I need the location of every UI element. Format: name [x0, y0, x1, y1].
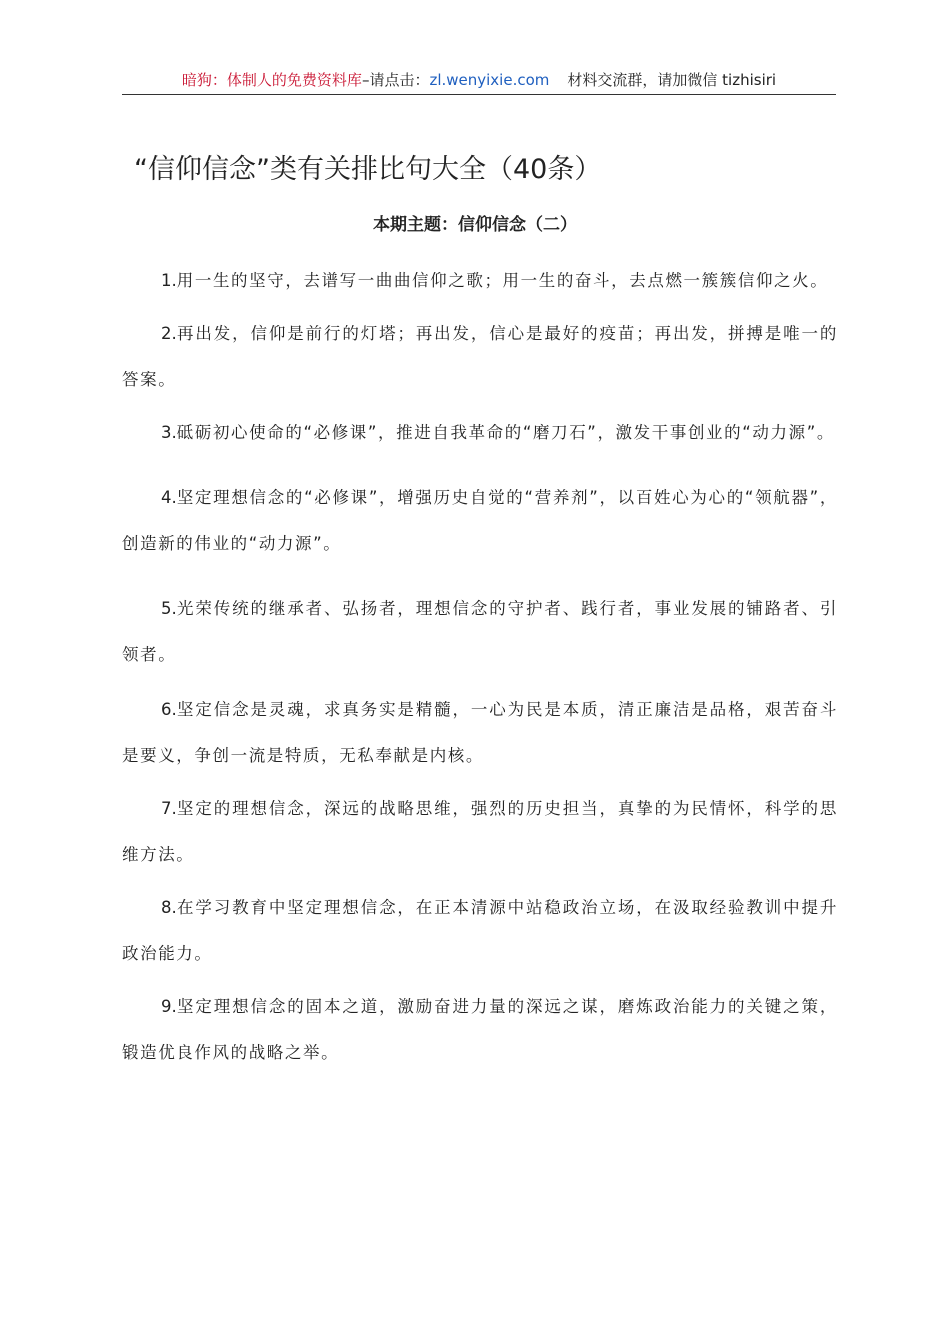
item-number: 9.	[161, 997, 177, 1016]
item-number: 4.	[161, 488, 177, 507]
item-text: 坚定的理想信念，深远的战略思维，强烈的历史担当，真挚的为民情怀，科学的思维方法。	[122, 799, 838, 864]
list-item-2	[122, 311, 838, 403]
header-site-link[interactable]: zl.wenyixie.com	[429, 71, 550, 89]
page-header	[122, 70, 836, 95]
list-item-5	[122, 586, 838, 678]
item-text: 用一生的坚守，去谱写一曲曲信仰之歌；用一生的奋斗，去点燃一簇簇信仰之火。	[176, 271, 829, 290]
list-item-4	[122, 475, 838, 567]
header-contact: 材料交流群，请加微信 tizhisiri	[567, 71, 777, 89]
item-text: 在学习教育中坚定理想信念，在正本清源中站稳政治立场，在汲取经验教训中提升政治能力。	[122, 898, 838, 963]
item-number: 7.	[161, 799, 177, 818]
sentence-list	[122, 258, 838, 1076]
item-text: 坚定理想信念的固本之道，激励奋进力量的深远之谋，磨炼政治能力的关键之策，锻造优良作风的战略之举。	[122, 997, 838, 1062]
list-item-1	[122, 258, 838, 304]
header-brand: 暗狗：体制人的免费资料库	[181, 71, 362, 89]
item-text: 再出发，信仰是前行的灯塔；再出发，信心是最好的疫苗；再出发，拼搏是唯一的答案。	[122, 324, 838, 389]
list-item-9	[122, 984, 838, 1076]
item-number: 3.	[161, 423, 177, 442]
item-number: 1.	[161, 271, 177, 290]
item-text: 坚定信念是灵魂，求真务实是精髓，一心为民是本质，清正廉洁是品格，艰苦奋斗是要义，争创一流是特质，无私奉献是内核。	[122, 700, 838, 765]
list-item-3	[122, 410, 838, 456]
item-number: 8.	[161, 898, 177, 917]
document-title: “信仰信念”类有关排比句大全（40条）	[134, 154, 602, 185]
document-subtitle: 本期主题：信仰信念（二）	[373, 215, 577, 235]
item-number: 5.	[161, 599, 177, 618]
item-text: 坚定理想信念的“必修课”，增强历史自觉的“营养剂”，以百姓心为心的“领航器”，创造新的伟业的“动力源”。	[122, 488, 838, 553]
list-item-6	[122, 687, 838, 779]
item-number: 6.	[161, 700, 177, 719]
item-text: 砥砺初心使命的“必修课”，推进自我革命的“磨刀石”，激发干事创业的“动力源”。	[176, 423, 835, 442]
list-item-7	[122, 786, 838, 878]
list-item-8	[122, 885, 838, 977]
item-number: 2.	[161, 324, 177, 343]
item-text: 光荣传统的继承者、弘扬者，理想信念的守护者、践行者，事业发展的铺路者、引领者。	[122, 599, 838, 664]
header-click-prompt: –请点击：	[361, 71, 430, 89]
